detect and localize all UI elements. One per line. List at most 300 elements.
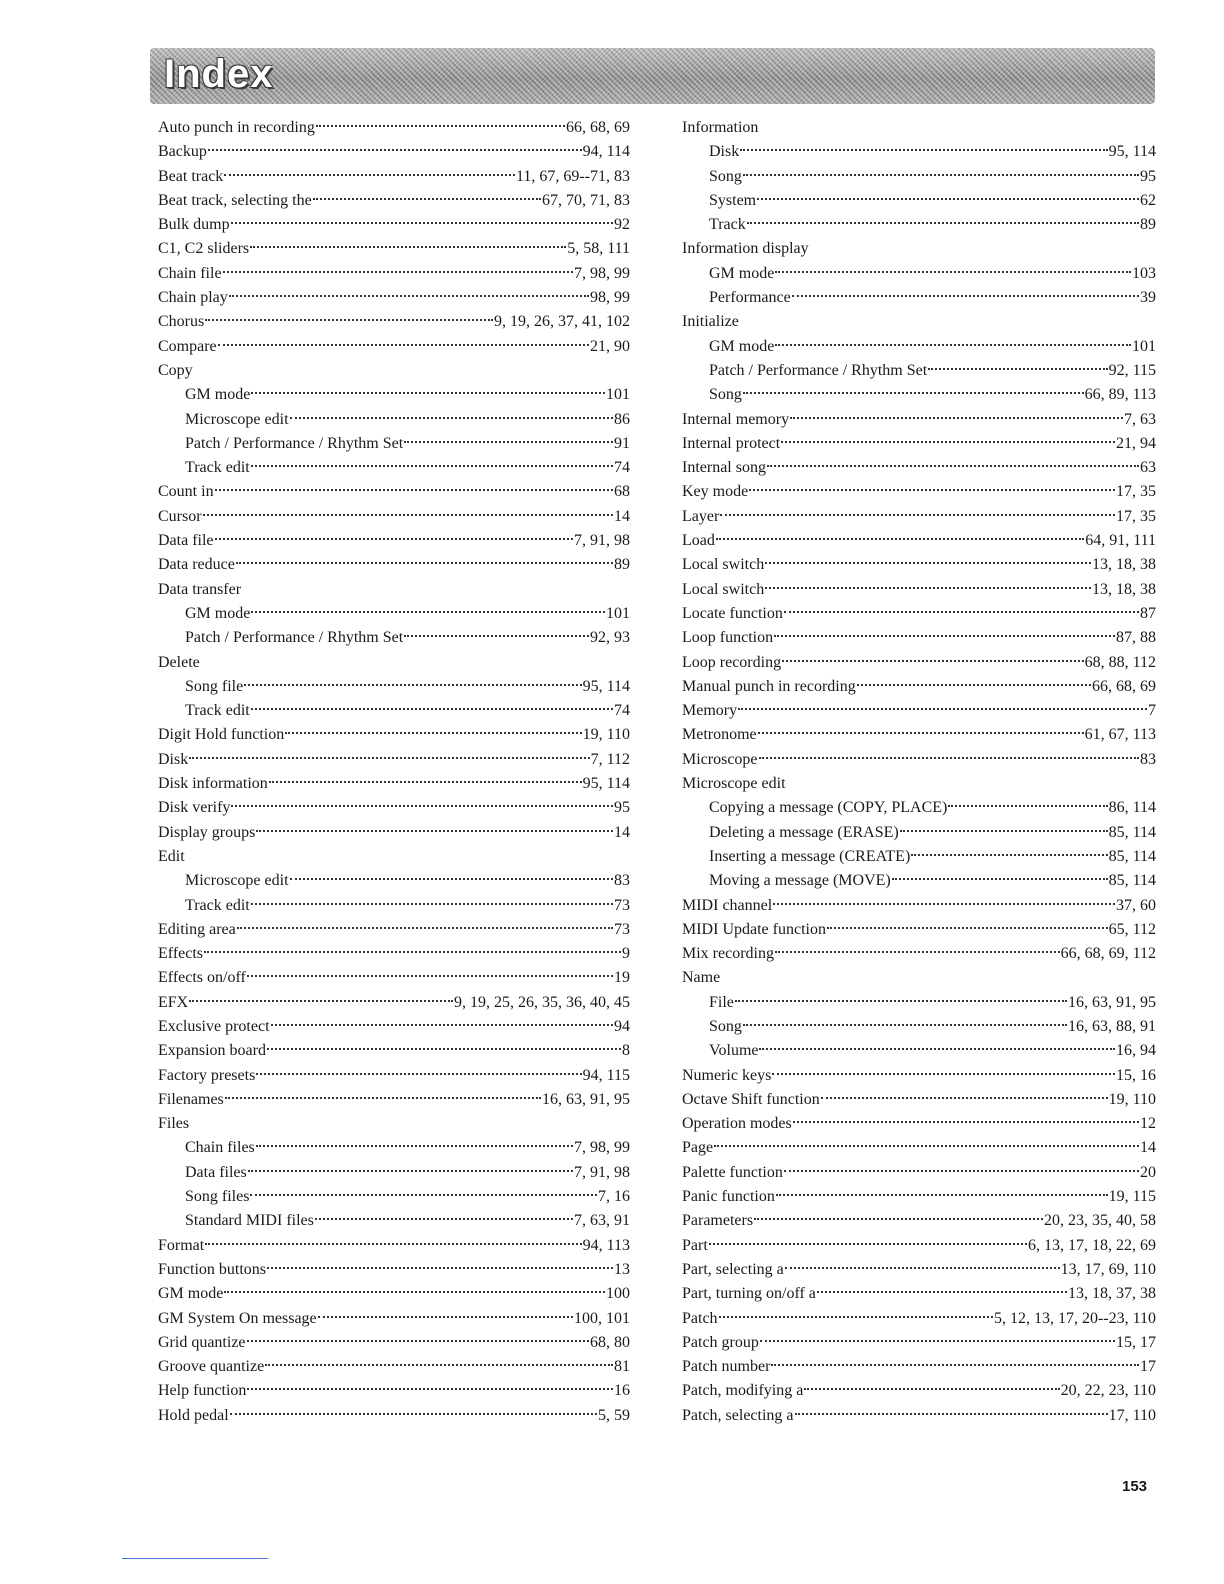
index-term: Track edit xyxy=(185,896,250,914)
index-entry xyxy=(682,1234,1156,1258)
dot-leader xyxy=(743,1024,1067,1026)
index-term: Numeric keys xyxy=(682,1066,772,1084)
dot-leader xyxy=(760,1340,1115,1342)
index-subentry xyxy=(158,408,630,432)
dot-leader xyxy=(821,1097,1108,1099)
index-pages: 101 xyxy=(1132,337,1156,355)
index-entry xyxy=(158,1258,630,1282)
index-entry xyxy=(682,651,1156,675)
index-pages: 19 xyxy=(614,969,630,987)
index-entry xyxy=(158,553,630,577)
index-pages: 64, 91, 111 xyxy=(1085,532,1156,550)
index-entry xyxy=(682,432,1156,456)
dot-leader xyxy=(236,562,613,564)
index-entry xyxy=(682,1404,1156,1428)
index-entry xyxy=(158,1064,630,1088)
dot-leader xyxy=(759,1048,1115,1050)
index-term: Track edit xyxy=(185,702,250,720)
index-term: Locate function xyxy=(682,604,783,622)
index-subentry xyxy=(682,383,1156,407)
dot-leader xyxy=(315,1218,573,1220)
index-term: Compare xyxy=(158,337,217,355)
index-term: Factory presets xyxy=(158,1066,256,1084)
index-term: Panic function xyxy=(682,1188,775,1206)
index-term: Moving a message (MOVE) xyxy=(709,872,891,890)
index-column-left xyxy=(158,116,630,1428)
dot-leader xyxy=(892,878,1108,880)
index-term: Deleting a message (ERASE) xyxy=(709,823,899,841)
index-term: Parameters xyxy=(682,1212,754,1230)
index-term: GM System On message xyxy=(158,1309,317,1327)
index-entry xyxy=(158,1404,630,1428)
index-pages: 9 xyxy=(622,945,630,963)
dot-leader xyxy=(765,587,1091,589)
index-entry xyxy=(682,480,1156,504)
index-term: Chain files xyxy=(185,1139,255,1157)
index-entry xyxy=(158,1015,630,1039)
dot-leader xyxy=(251,465,613,467)
index-subentry xyxy=(158,1161,630,1185)
index-pages: 95 xyxy=(1140,167,1156,185)
dot-leader xyxy=(716,538,1084,540)
index-entry xyxy=(158,1379,630,1403)
index-entry xyxy=(158,772,630,796)
index-subentry xyxy=(158,626,630,650)
index-pages: 92, 93 xyxy=(590,629,630,647)
index-term: Display groups xyxy=(158,823,256,841)
dot-leader xyxy=(804,1388,1059,1390)
index-pages: 85, 114 xyxy=(1108,847,1156,865)
index-term: Hold pedal xyxy=(158,1406,229,1424)
index-pages: 95, 114 xyxy=(1108,143,1156,161)
index-pages: 98, 99 xyxy=(590,289,630,307)
index-pages: 7, 112 xyxy=(590,750,630,768)
index-subentry xyxy=(158,894,630,918)
index-entry xyxy=(158,1282,630,1306)
index-entry xyxy=(158,1307,630,1331)
index-entry xyxy=(682,578,1156,602)
dot-leader xyxy=(709,1243,1027,1245)
index-column-right xyxy=(682,116,1156,1428)
index-pages: 89 xyxy=(614,556,630,574)
index-pages: 7, 91, 98 xyxy=(574,1163,630,1181)
index-entry xyxy=(682,1282,1156,1306)
index-term: Data reduce xyxy=(158,556,235,574)
index-pages: 11, 67, 69--71, 83 xyxy=(515,167,630,185)
index-entry xyxy=(158,529,630,553)
index-pages: 9, 19, 25, 26, 35, 36, 40, 45 xyxy=(454,993,630,1011)
index-pages: 92 xyxy=(614,216,630,234)
index-pages: 94 xyxy=(614,1017,630,1035)
dot-leader xyxy=(948,805,1107,807)
index-entry xyxy=(158,213,630,237)
index-term: Load xyxy=(682,532,715,550)
index-term: Auto punch in recording xyxy=(158,119,315,136)
index-term: Data file xyxy=(158,532,214,550)
index-term: Memory xyxy=(682,702,738,720)
index-entry xyxy=(158,237,630,261)
index-pages: 86, 114 xyxy=(1108,799,1156,817)
index-pages: 12 xyxy=(1140,1115,1156,1133)
dot-leader xyxy=(251,903,613,905)
index-heading: Name xyxy=(682,969,721,987)
index-entry xyxy=(682,1185,1156,1209)
index-pages: 21, 94 xyxy=(1116,434,1156,452)
index-pages: 7, 63 xyxy=(1124,410,1156,428)
index-term: Patch, selecting a xyxy=(682,1406,794,1424)
index-term: Performance xyxy=(709,289,791,307)
index-pages: 95 xyxy=(614,799,630,817)
dot-leader xyxy=(747,222,1139,224)
index-pages: 13, 18, 38 xyxy=(1092,580,1156,598)
index-pages: 16 xyxy=(614,1382,630,1400)
index-pages: 13, 18, 38 xyxy=(1092,556,1156,574)
index-subentry xyxy=(158,1185,630,1209)
index-subentry xyxy=(682,359,1156,383)
dot-leader xyxy=(775,271,1131,273)
footer-rule xyxy=(122,1558,268,1559)
index-term: EFX xyxy=(158,993,189,1011)
index-pages: 5, 58, 111 xyxy=(567,240,630,258)
index-term: Inserting a message (CREATE) xyxy=(709,847,911,865)
index-term: System xyxy=(709,191,757,209)
index-pages: 73 xyxy=(614,920,630,938)
index-term: Part, turning on/off a xyxy=(682,1285,816,1303)
index-term: Microscope edit xyxy=(185,410,289,428)
index-term: Song xyxy=(709,386,742,404)
index-entry xyxy=(682,529,1156,553)
index-entry xyxy=(158,140,630,164)
index-pages: 14 xyxy=(1140,1139,1156,1157)
index-pages: 67, 70, 71, 83 xyxy=(542,191,630,209)
index-pages: 89 xyxy=(1140,216,1156,234)
index-pages: 19, 110 xyxy=(582,726,630,744)
index-entry xyxy=(158,335,630,359)
index-term: Loop recording xyxy=(682,653,782,671)
index-entry xyxy=(158,310,630,334)
index-entry xyxy=(158,942,630,966)
index-entry xyxy=(158,1355,630,1379)
index-entry xyxy=(158,991,630,1015)
index-term: Manual punch in recording xyxy=(682,677,856,695)
index-entry xyxy=(682,723,1156,747)
index-subentry xyxy=(158,869,630,893)
index-subentry xyxy=(682,796,1156,820)
index-term: Palette function xyxy=(682,1163,783,1181)
index-pages: 83 xyxy=(1140,750,1156,768)
dot-leader xyxy=(784,611,1139,613)
index-pages: 95, 114 xyxy=(582,775,630,793)
index-term: Disk xyxy=(158,750,189,768)
index-pages: 7, 63, 91 xyxy=(574,1212,630,1230)
index-subentry xyxy=(682,335,1156,359)
index-entry xyxy=(158,918,630,942)
index-term: Local switch xyxy=(682,580,765,598)
dot-leader xyxy=(318,1316,573,1318)
index-pages: 91 xyxy=(614,434,630,452)
dot-leader xyxy=(248,1170,573,1172)
dot-leader xyxy=(740,149,1107,151)
index-term: GM mode xyxy=(185,604,251,622)
index-pages: 68, 88, 112 xyxy=(1084,653,1156,671)
index-term: Grid quantize xyxy=(158,1333,246,1351)
index-term: Part, selecting a xyxy=(682,1260,784,1278)
index-term: Beat track, selecting the xyxy=(158,191,312,209)
dot-leader xyxy=(827,927,1108,929)
dot-leader xyxy=(215,489,613,491)
page-title: Index xyxy=(164,52,274,96)
index-term: Expansion board xyxy=(158,1042,266,1060)
index-term: Patch number xyxy=(682,1358,771,1376)
index-entry xyxy=(158,189,630,213)
dot-leader xyxy=(256,830,613,832)
index-term: Count in xyxy=(158,483,214,501)
index-term: Exclusive protect xyxy=(158,1017,270,1035)
index-subentry xyxy=(682,189,1156,213)
dot-leader xyxy=(224,1291,605,1293)
index-entry xyxy=(682,1331,1156,1355)
dot-leader xyxy=(773,903,1115,905)
dot-leader xyxy=(247,975,613,977)
index-pages: 68 xyxy=(614,483,630,501)
index-subentry xyxy=(682,1039,1156,1063)
index-pages: 68, 80 xyxy=(590,1333,630,1351)
index-subentry xyxy=(682,991,1156,1015)
index-term: Metronome xyxy=(682,726,757,744)
index-pages: 7, 98, 99 xyxy=(574,1139,630,1157)
dot-leader xyxy=(767,465,1139,467)
index-entry xyxy=(682,748,1156,772)
index-entry xyxy=(682,942,1156,966)
dot-leader xyxy=(404,441,613,443)
dot-leader xyxy=(225,1097,541,1099)
dot-leader xyxy=(743,174,1139,176)
index-entry xyxy=(682,1355,1156,1379)
index-pages: 100 xyxy=(606,1285,630,1303)
index-term: Format xyxy=(158,1236,205,1254)
index-term: MIDI Update function xyxy=(682,920,826,938)
index-term: Song xyxy=(709,1017,742,1035)
index-heading: Files xyxy=(158,1115,190,1133)
index-term: Patch xyxy=(682,1309,718,1327)
dot-leader xyxy=(928,368,1107,370)
index-term: Internal protect xyxy=(682,434,781,452)
dot-leader xyxy=(316,125,565,127)
index-subentry xyxy=(158,675,630,699)
index-heading: Data transfer xyxy=(158,580,242,598)
index-entry xyxy=(158,116,630,140)
index-pages: 14 xyxy=(614,507,630,525)
index-entry xyxy=(682,1112,1156,1136)
index-pages: 20, 22, 23, 110 xyxy=(1060,1382,1156,1400)
index-entry xyxy=(682,505,1156,529)
index-term: Filenames xyxy=(158,1090,224,1108)
dot-leader xyxy=(817,1291,1067,1293)
index-entry xyxy=(682,626,1156,650)
dot-leader xyxy=(237,927,613,929)
index-entry xyxy=(158,165,630,189)
index-subentry xyxy=(682,165,1156,189)
index-entry xyxy=(682,408,1156,432)
index-term: Page xyxy=(682,1139,714,1157)
index-term: Layer xyxy=(682,507,720,525)
index-entry xyxy=(158,1331,630,1355)
index-term: Chain file xyxy=(158,264,222,282)
index-pages: 85, 114 xyxy=(1108,823,1156,841)
dot-leader xyxy=(251,708,613,710)
dot-leader xyxy=(776,1194,1108,1196)
index-subentry xyxy=(158,456,630,480)
index-term: Disk xyxy=(709,143,740,161)
index-pages: 94, 114 xyxy=(582,143,630,161)
dot-leader xyxy=(204,951,621,953)
dot-leader xyxy=(223,271,573,273)
index-term: C1, C2 sliders xyxy=(158,240,250,258)
dot-leader xyxy=(208,149,582,151)
index-pages: 17, 110 xyxy=(1108,1406,1156,1424)
index-heading: Copy xyxy=(158,361,193,379)
index-pages: 7 xyxy=(1148,702,1156,720)
index-term: Local switch xyxy=(682,556,765,574)
index-heading: Delete xyxy=(158,653,200,671)
dot-leader xyxy=(738,708,1147,710)
index-pages: 74 xyxy=(614,459,630,477)
dot-leader xyxy=(265,1364,613,1366)
index-term: Copying a message (COPY, PLACE) xyxy=(709,799,948,817)
index-pages: 94, 113 xyxy=(582,1236,630,1254)
index-entry xyxy=(158,796,630,820)
index-pages: 85, 114 xyxy=(1108,872,1156,890)
index-pages: 15, 17 xyxy=(1116,1333,1156,1351)
index-pages: 7, 98, 99 xyxy=(574,264,630,282)
index-pages: 100, 101 xyxy=(574,1309,630,1327)
dot-leader xyxy=(792,295,1139,297)
index-pages: 83 xyxy=(614,872,630,890)
index-entry xyxy=(682,918,1156,942)
index-subentry xyxy=(682,869,1156,893)
index-entry xyxy=(682,1379,1156,1403)
index-term: GM mode xyxy=(709,337,775,355)
dot-leader xyxy=(774,635,1115,637)
dot-leader xyxy=(231,222,613,224)
index-subentry xyxy=(682,213,1156,237)
index-pages: 73 xyxy=(614,896,630,914)
dot-leader xyxy=(256,1073,581,1075)
index-pages: 65, 112 xyxy=(1108,920,1156,938)
index-subentry xyxy=(158,383,630,407)
index-term: Octave Shift function xyxy=(682,1090,820,1108)
dot-leader xyxy=(719,1316,993,1318)
index-pages: 86 xyxy=(614,410,630,428)
dot-leader xyxy=(775,951,1060,953)
dot-leader xyxy=(218,344,589,346)
dot-leader xyxy=(215,538,573,540)
index-pages: 103 xyxy=(1132,264,1156,282)
index-entry xyxy=(158,480,630,504)
index-term: Data files xyxy=(185,1163,247,1181)
dot-leader xyxy=(290,417,613,419)
dot-leader xyxy=(230,1413,597,1415)
index-term: Volume xyxy=(709,1042,759,1060)
dot-leader xyxy=(765,562,1091,564)
index-pages: 20, 23, 35, 40, 58 xyxy=(1044,1212,1156,1230)
dot-leader xyxy=(404,635,589,637)
index-term: Patch / Performance / Rhythm Set xyxy=(709,361,928,379)
dot-leader xyxy=(189,1000,453,1002)
dot-leader xyxy=(251,611,605,613)
index-heading: Microscope edit xyxy=(682,775,786,793)
dot-leader xyxy=(900,830,1108,832)
index-term: Patch / Performance / Rhythm Set xyxy=(185,434,404,452)
dot-leader xyxy=(759,757,1139,759)
index-pages: 63 xyxy=(1140,459,1156,477)
index-subentry xyxy=(682,140,1156,164)
index-pages: 81 xyxy=(614,1358,630,1376)
index-entry xyxy=(682,699,1156,723)
index-pages: 8 xyxy=(622,1042,630,1060)
index-subentry xyxy=(682,262,1156,286)
index-term: Help function xyxy=(158,1382,247,1400)
index-term: Chain play xyxy=(158,289,228,307)
index-subentry xyxy=(158,699,630,723)
index-pages: 39 xyxy=(1140,289,1156,307)
index-term: Internal song xyxy=(682,459,766,477)
index-entry xyxy=(682,1161,1156,1185)
index-heading: Information xyxy=(682,119,759,136)
index-entry xyxy=(158,1039,630,1063)
index-pages: 66, 68, 69 xyxy=(1092,677,1156,695)
dot-leader xyxy=(251,392,605,394)
index-pages: 87 xyxy=(1140,604,1156,622)
index-pages: 101 xyxy=(606,386,630,404)
dot-leader xyxy=(793,1121,1139,1123)
index-banner xyxy=(150,48,1155,104)
index-pages: 17, 35 xyxy=(1116,507,1156,525)
dot-leader xyxy=(231,805,613,807)
index-term: File xyxy=(709,993,734,1011)
dot-leader xyxy=(781,441,1115,443)
index-pages: 94, 115 xyxy=(582,1066,630,1084)
index-subentry xyxy=(682,845,1156,869)
index-entry xyxy=(682,894,1156,918)
index-pages: 66, 89, 113 xyxy=(1084,386,1156,404)
index-pages: 13, 18, 37, 38 xyxy=(1068,1285,1156,1303)
index-term: Song xyxy=(709,167,742,185)
index-entry xyxy=(158,286,630,310)
index-pages: 19, 110 xyxy=(1108,1090,1156,1108)
index-entry xyxy=(682,1258,1156,1282)
index-term: Patch / Performance / Rhythm Set xyxy=(185,629,404,647)
index-entry xyxy=(682,456,1156,480)
index-term: Chorus xyxy=(158,313,205,331)
index-pages: 37, 60 xyxy=(1116,896,1156,914)
index-pages: 66, 68, 69 xyxy=(566,119,630,136)
dot-leader xyxy=(772,1073,1115,1075)
index-term: Effects on/off xyxy=(158,969,246,987)
dot-leader xyxy=(784,1170,1139,1172)
dot-leader xyxy=(757,198,1139,200)
index-term: Disk verify xyxy=(158,799,231,817)
dot-leader xyxy=(250,246,566,248)
index-term: Operation modes xyxy=(682,1115,792,1133)
index-pages: 6, 13, 17, 18, 22, 69 xyxy=(1028,1236,1156,1254)
dot-leader xyxy=(247,1340,589,1342)
index-term: Patch group xyxy=(682,1333,759,1351)
index-term: Microscope edit xyxy=(185,872,289,890)
dot-leader xyxy=(775,344,1131,346)
dot-leader xyxy=(714,1145,1139,1147)
dot-leader xyxy=(224,174,515,176)
